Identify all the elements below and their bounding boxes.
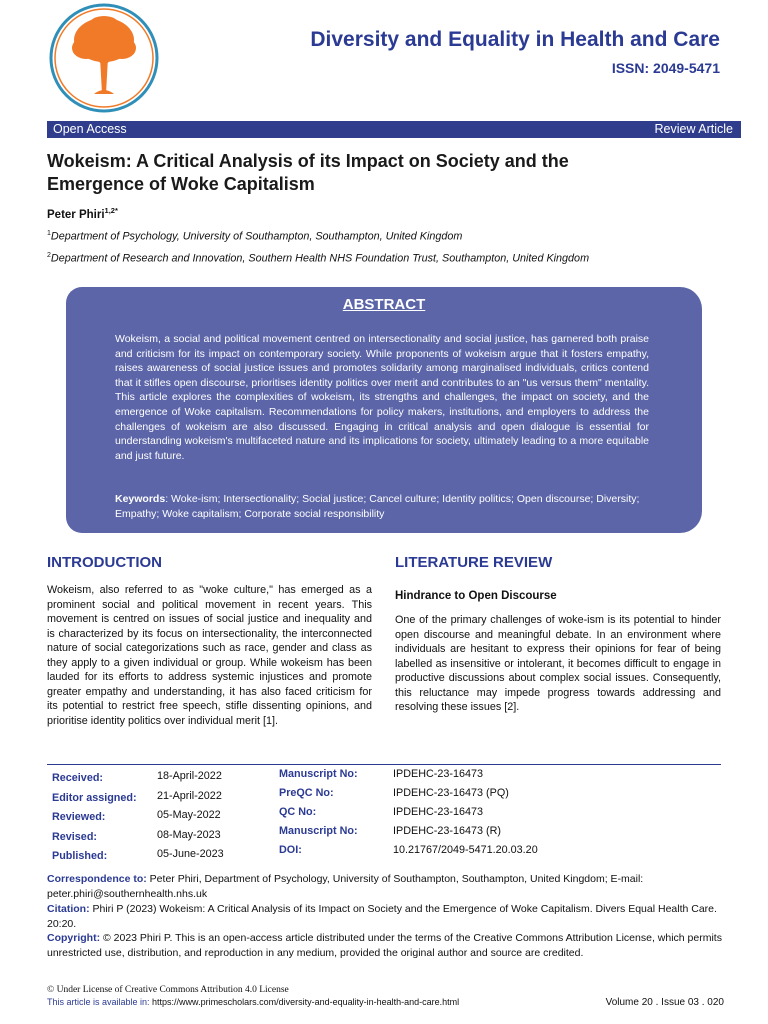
orange-tree-icon (48, 2, 160, 114)
revised-value: 08-May-2023 (157, 829, 221, 841)
affiliation-1-sup: 1 (47, 230, 51, 237)
abstract-heading: ABSTRACT (342, 296, 426, 313)
doi-label: DOI: (279, 844, 302, 856)
received-label: Received: (52, 772, 104, 784)
affiliation-1 (47, 230, 462, 243)
article-title-line1: Wokeism: A Critical Analysis of its Impact on Society and the (47, 151, 569, 171)
availability-label: This article is available in: (47, 997, 150, 1007)
received-value: 18-April-2022 (157, 770, 222, 782)
availability-note (47, 997, 459, 1007)
copyright-label: Copyright: (47, 932, 101, 944)
published-label: Published: (52, 850, 108, 862)
keywords-label: Keywords (115, 493, 166, 505)
abstract-text: Wokeism, a social and political movement centred on intersectionality and social justice, has garnered both praise and criticism for its impact on contemporary society. While proponents of wokeism argue that it fosters empathy, raises awareness of social justice issues and promotes solidarity among marginalised individuals, critics contend that it stifles open discourse, prioritises identity politics over merit and contributes to an "us versus them" mentality. This article explores the complexities of wokeism, its strengths and challenges, the impact on society, and the emergence of Woke capitalism. Recommendations for policy makers, institutions, and employers to address the challenges of wokeism are also discussed. Engaging in critical analysis and open dialogue is essential for understanding wokeism's multifaceted nature and its implications for society, ultimately leading to a more equitable and just future. (115, 333, 649, 462)
preqc-no-label: PreQC No: (279, 787, 334, 799)
article-url-link[interactable]: https://www.primescholars.com/diversity-and-equality-in-health-and-care.html (149, 997, 460, 1007)
keywords-text: : Woke-ism; Intersectionality; Social justice; Cancel culture; Identity politics; Open discourse; Diversity; Empathy; Woke capitalism; Corporate social responsibility (115, 493, 640, 520)
literature-review-heading: LITERATURE REVIEW (395, 554, 553, 571)
review-article-label: Review Article (654, 122, 733, 136)
manuscript-no-label: Manuscript No: (279, 768, 358, 780)
introduction-heading: INTRODUCTION (47, 554, 162, 571)
article-title-line2: Emergence of Woke Capitalism (47, 174, 315, 194)
author-name: Peter Phiri (47, 208, 105, 221)
citation-text: Phiri P (2023) Wokeism: A Critical Analysis of its Impact on Society and the Emergence of Woke Capitalism. Divers Equal Health Care. 20:20. (47, 903, 717, 930)
editor-assigned-label: Editor assigned: (52, 792, 137, 804)
correspondence (47, 872, 727, 901)
journal-title: Diversity and Equality in Health and Care (310, 28, 720, 51)
published-value: 05-June-2023 (157, 848, 224, 860)
correspondence-label: Correspondence to: (47, 873, 147, 885)
editor-assigned-value: 21-April-2022 (157, 790, 222, 802)
abstract-keywords (115, 492, 649, 521)
introduction-text: Wokeism, also referred to as "woke culture," has emerged as a prominent social and political movement in recent years. This movement is centred on issues of social justice and inequality and is characterized by its focus on intersectionality, the interconnected nature of social categorizations such as race, gender and class as they apply to a given individual or group. While wokeism has been lauded for its efforts to address systemic injustices and promote greater empathy and understanding, it has also faced criticism for its potential to restrict free speech, stifle dissenting opinions, and prioritise identity politics over individual merit [1]. (47, 584, 372, 727)
correspondence-text: Peter Phiri, Department of Psychology, University of Southampton, Southampton, United Kingdom; E-mail: peter.phiri@southernhealth.nhs.uk (47, 873, 644, 900)
affiliation-2 (47, 252, 589, 265)
literature-subheading: Hindrance to Open Discourse (395, 590, 557, 602)
literature-text: One of the primary challenges of woke-ism is its potential to hinder open discourse and meaningful debate. In an environment where individuals are hesitant to express their opinions for fear of being labelled as insensitive or intolerant, it becomes difficult to engage in productive discussions about complex social issues. Consequently, this reluctance may impede progress towards addressing and resolving these issues [2]. (395, 614, 721, 713)
manuscript-no-value: IPDEHC-23-16473 (393, 768, 484, 780)
volume-issue: Volume 20 . Issue 03 . 020 (605, 997, 724, 1008)
preqc-no-value: IPDEHC-23-16473 (PQ) (393, 787, 509, 799)
citation-label: Citation: (47, 903, 90, 915)
affiliation-2-sup: 2 (47, 252, 51, 259)
affiliation-2-text: Department of Research and Innovation, Southern Health NHS Foundation Trust, Southampton, United Kingdom (50, 252, 590, 265)
abstract-box (66, 287, 702, 533)
open-access-label: Open Access (53, 122, 127, 136)
manuscript-no-r-label: Manuscript No: (279, 825, 358, 837)
article-title (47, 150, 737, 196)
doi-value: 10.21767/2049-5471.20.03.20 (393, 844, 538, 856)
divider (47, 764, 721, 765)
reviewed-value: 05-May-2022 (157, 809, 221, 821)
license-note: © Under License of Creative Commons Attribution 4.0 License (47, 985, 289, 995)
citation (47, 902, 727, 931)
article-type-bar (47, 121, 741, 138)
reviewed-label: Reviewed: (52, 811, 106, 823)
copyright (47, 931, 727, 960)
manuscript-no-r-value: IPDEHC-23-16473 (R) (393, 825, 502, 837)
author-sup: 1,2* (104, 206, 118, 215)
affiliation-1-text: Department of Psychology, University of Southampton, Southampton, United Kingdom (50, 230, 463, 243)
qc-no-value: IPDEHC-23-16473 (393, 806, 484, 818)
author (47, 206, 118, 221)
revised-label: Revised: (52, 831, 98, 843)
issn: ISSN: 2049-5471 (611, 60, 720, 76)
copyright-text: © 2023 Phiri P. This is an open-access article distributed under the terms of the Creative Commons Attribution License, which permits unrestricted use, distribution, and reproduction in any medium, provided the original author and source are credited. (47, 932, 722, 959)
qc-no-label: QC No: (279, 806, 317, 818)
